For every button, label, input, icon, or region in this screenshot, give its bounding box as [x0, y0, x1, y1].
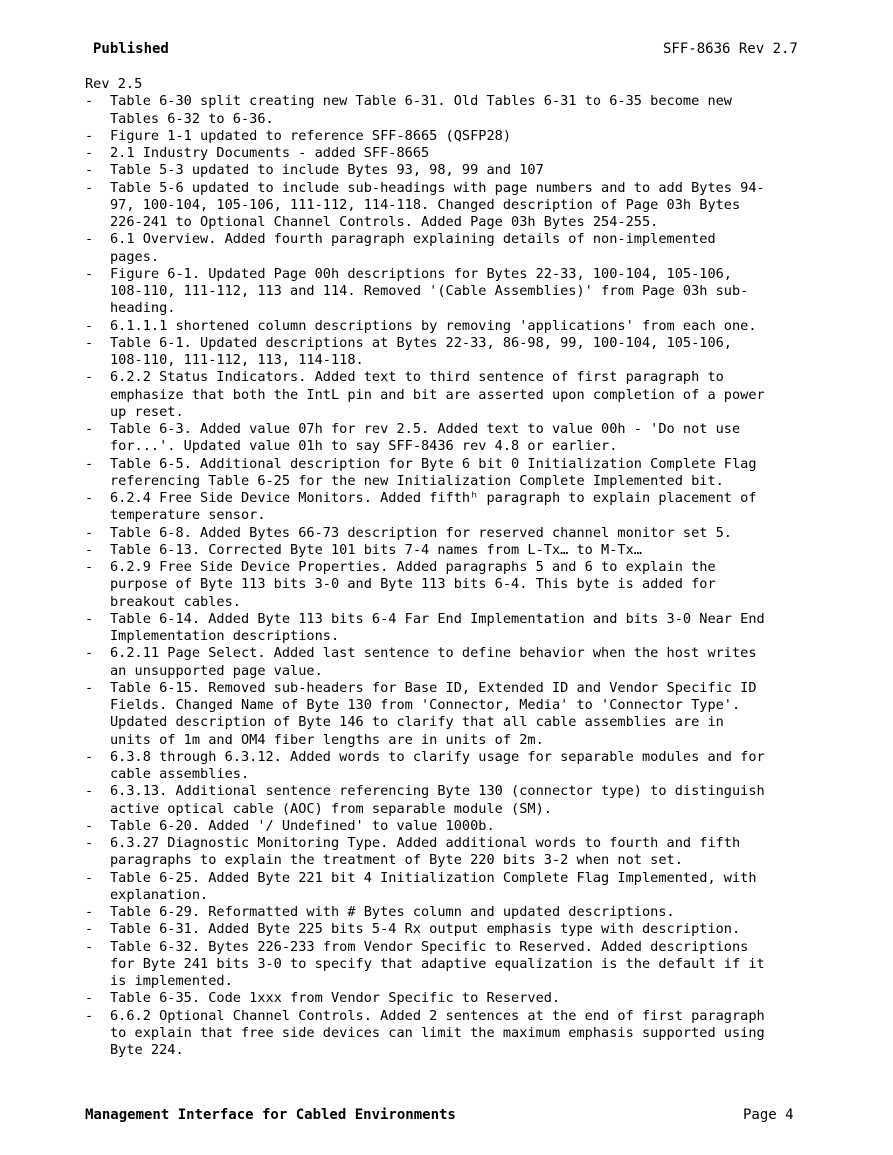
list-item-text: 6.1 Overview. Added fourth paragraph explaining details of non-implemented pages. — [110, 231, 716, 265]
list-item-text: Table 6-13. Corrected Byte 101 bits 7-4 names from L-Tx… to M-Tx… — [110, 541, 642, 558]
list-item-text: Table 6-3. Added value 07h for rev 2.5. Added text to value 00h - 'Do not use for...'. Updated value 01h to say SFF-8436 rev 4.8 or earlier. — [110, 421, 741, 455]
list-item-text: Table 6-35. Code 1xxx from Vendor Specific to Reserved. — [110, 990, 561, 1007]
bullet-dash: - — [85, 990, 94, 1007]
bullet-dash: - — [85, 783, 94, 800]
bullet-dash: - — [85, 490, 94, 506]
bullet-dash: - — [85, 93, 94, 110]
list-item — [85, 318, 830, 335]
revision-history-section — [85, 76, 830, 1059]
list-item — [85, 542, 830, 559]
bullet-dash: - — [85, 679, 94, 696]
list-item-text: 2.1 Industry Documents - added SFF-8665 — [110, 145, 430, 161]
list-item — [85, 369, 830, 421]
list-item — [85, 904, 830, 921]
bullet-dash: - — [85, 455, 94, 472]
list-item-text: 6.1.1.1 shortened column descriptions by removing 'applications' from each one. — [110, 317, 757, 334]
list-item — [85, 1008, 830, 1060]
list-item-text: 6.2.2 Status Indicators. Added text to third sentence of first paragraph to emphasize that both the IntL pin and bit are asserted upon completion of a power up reset. — [110, 369, 765, 420]
bullet-dash: - — [85, 938, 94, 955]
bullet-dash: - — [85, 317, 94, 334]
bullet-dash: - — [85, 921, 94, 938]
bullet-dash: - — [85, 835, 94, 851]
bullet-dash: - — [85, 541, 94, 558]
bullet-dash: - — [85, 559, 94, 575]
list-item — [85, 266, 830, 318]
page-number: Page 4 — [743, 1107, 794, 1123]
list-item-text: Table 6-1. Updated descriptions at Bytes 22-33, 86-98, 99, 100-104, 105-106, 108-110, 111-112, 113, 114-118. — [110, 334, 732, 368]
bullet-dash: - — [85, 904, 94, 920]
change-list — [85, 93, 830, 1059]
list-item-text: Table 6-32. Bytes 226-233 from Vendor Specific to Reserved. Added descriptions for Byte 241 bits 3-0 to specify that adaptive equalization is the default if it is implemented. — [110, 938, 765, 989]
list-item — [85, 145, 830, 162]
bullet-dash: - — [85, 145, 94, 161]
list-item-text: Table 6-25. Added Byte 221 bit 4 Initialization Complete Flag Implemented, with explanation. — [110, 869, 757, 903]
bullet-dash: - — [85, 334, 94, 351]
list-item-text: Table 6-15. Removed sub-headers for Base ID, Extended ID and Vendor Specific ID Fields. Changed Name of Byte 130 from 'Connector, Media' to 'Connector Type'. Updated description of Byte 146 to clarify that all cable assemblies are in units of 1m and OM4 fiber lengths are in units of 2m. — [110, 679, 757, 748]
list-item — [85, 335, 830, 370]
list-item — [85, 680, 830, 749]
list-item — [85, 525, 830, 542]
list-item-text: 6.3.8 through 6.3.12. Added words to clarify usage for separable modules and for cable assemblies. — [110, 748, 765, 782]
list-item-text: 6.2.4 Free Side Device Monitors. Added fifthʰ paragraph to explain placement of temperature sensor. — [110, 490, 757, 524]
list-item — [85, 128, 830, 145]
list-item — [85, 180, 830, 232]
bullet-dash: - — [85, 369, 94, 386]
list-item-text: Figure 1-1 updated to reference SFF-8665 (QSFP28) — [110, 127, 512, 144]
list-item — [85, 749, 830, 784]
list-item-text: Table 6-14. Added Byte 113 bits 6-4 Far End Implementation and bits 3-0 Near End Implementation descriptions. — [110, 610, 765, 644]
list-item-text: Table 6-8. Added Bytes 66-73 description for reserved channel monitor set 5. — [110, 524, 732, 541]
bullet-dash: - — [85, 127, 94, 144]
bullet-dash: - — [85, 231, 94, 248]
bullet-dash: - — [85, 179, 94, 196]
list-item-text: Table 5-6 updated to include sub-headings with page numbers and to add Bytes 94- 97, 100-104, 105-106, 111-112, 114-118. Changed description of Page 03h Bytes 226-241 to Optional Channel Controls. Added Page 03h Bytes 254-255. — [110, 179, 765, 230]
list-item — [85, 490, 830, 525]
list-item — [85, 559, 830, 611]
list-item-text: 6.6.2 Optional Channel Controls. Added 2 sentences at the end of first paragraph to explain that free side devices can limit the maximum emphasis supported using Byte 224. — [110, 1007, 765, 1058]
list-item — [85, 921, 830, 938]
list-item-text: Table 5-3 updated to include Bytes 93, 98, 99 and 107 — [110, 162, 544, 179]
list-item-text: Table 6-5. Additional description for Byte 6 bit 0 Initialization Complete Flag referencing Table 6-25 for the new Initialization Complete Implemented bit. — [110, 455, 757, 489]
bullet-dash: - — [85, 869, 94, 886]
list-item — [85, 645, 830, 680]
list-item — [85, 835, 830, 870]
bullet-dash: - — [85, 1007, 94, 1024]
publication-status: Published — [93, 41, 169, 57]
list-item — [85, 870, 830, 905]
bullet-dash: - — [85, 748, 94, 765]
bullet-dash: - — [85, 817, 94, 834]
list-item-text: Table 6-20. Added '/ Undefined' to value 1000b. — [110, 817, 495, 834]
bullet-dash: - — [85, 421, 94, 437]
list-item — [85, 783, 830, 818]
list-item-text: 6.3.27 Diagnostic Monitoring Type. Added additional words to fourth and fifth paragraphs to explain the treatment of Byte 220 bits 3-2 when not set. — [110, 835, 741, 869]
list-item — [85, 162, 830, 179]
list-item — [85, 611, 830, 646]
list-item-text: Table 6-31. Added Byte 225 bits 5-4 Rx output emphasis type with description. — [110, 921, 741, 938]
list-item-text: 6.3.13. Additional sentence referencing Byte 130 (connector type) to distinguish active optical cable (AOC) from separable module (SM). — [110, 783, 765, 817]
list-item-text: Table 6-30 split creating new Table 6-31. Old Tables 6-31 to 6-35 become new Tables 6-32 to 6-36. — [110, 93, 732, 127]
list-item — [85, 818, 830, 835]
bullet-dash: - — [85, 645, 94, 662]
list-item — [85, 456, 830, 491]
list-item — [85, 231, 830, 266]
list-item — [85, 93, 830, 128]
document-identifier: SFF-8636 Rev 2.7 — [663, 41, 798, 57]
list-item-text: Figure 6-1. Updated Page 00h descriptions for Bytes 22-33, 100-104, 105-106, 108-110, 111-112, 113 and 114. Removed '(Cable Assemblies)' from Page 03h sub- heading. — [110, 265, 749, 317]
list-item-text: 6.2.11 Page Select. Added last sentence to define behavior when the host writes an unsupported page value. — [110, 645, 757, 679]
revision-heading: Rev 2.5 — [85, 76, 143, 92]
bullet-dash: - — [85, 162, 94, 179]
list-item-text: Table 6-29. Reformatted with # Bytes column and updated descriptions. — [110, 904, 675, 920]
list-item — [85, 939, 830, 991]
document-title-footer: Management Interface for Cabled Environments — [85, 1107, 456, 1123]
bullet-dash: - — [85, 524, 94, 541]
list-item — [85, 421, 830, 456]
bullet-dash: - — [85, 265, 94, 282]
list-item-text: 6.2.9 Free Side Device Properties. Added paragraphs 5 and 6 to explain the purpose of Byte 113 bits 3-0 and Byte 113 bits 6-4. This byte is added for breakout cables. — [110, 559, 716, 610]
list-item — [85, 990, 830, 1007]
bullet-dash: - — [85, 610, 94, 627]
